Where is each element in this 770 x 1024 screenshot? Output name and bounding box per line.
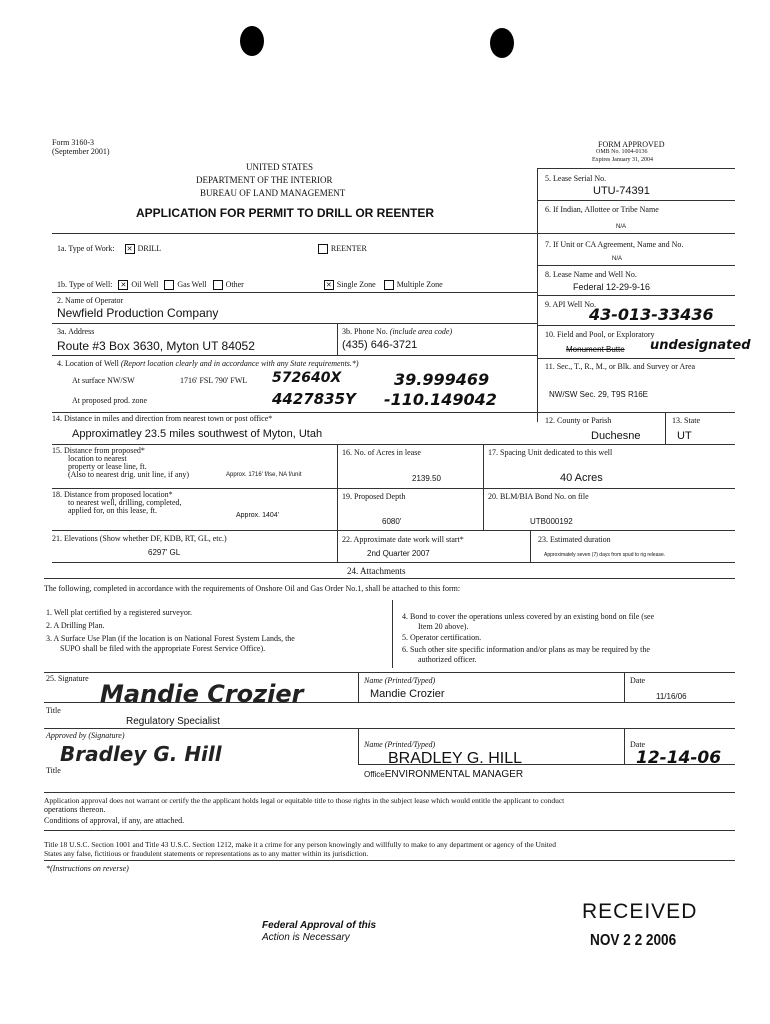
- bond-value: UTB000192: [530, 517, 573, 526]
- type-of-work: [57, 244, 367, 254]
- distance-town-label: 14. Distance in miles and direction from nearest town or post office*: [52, 414, 273, 423]
- f15-line-4: (Also to nearest drig. unit line, if any): [68, 470, 190, 479]
- expiry-date: Expires January 31, 2004: [592, 157, 653, 163]
- depth-value: 6080': [382, 517, 402, 526]
- location-label-note: (Report location clearly and in accordance with any State requirements.*): [120, 359, 359, 368]
- type-of-well: [57, 280, 443, 290]
- punch-hole-right: [490, 28, 514, 58]
- approved-by-label: Approved by (Signature): [46, 731, 125, 740]
- applicant-name: Mandie Crozier: [370, 688, 445, 700]
- reenter-checkbox[interactable]: [318, 244, 328, 254]
- unit-agreement-value: N/A: [612, 256, 623, 262]
- field-pool-label: 10. Field and Pool, or Exploratory: [545, 330, 655, 339]
- received-stamp-date: NOV 2 2 2006: [590, 932, 677, 949]
- approver-name: BRADLEY G. HILL: [388, 750, 522, 767]
- legal-p1b: operations thereon.: [44, 805, 106, 814]
- lease-name-value: Federal 12-29-9-16: [573, 282, 651, 292]
- applicant-name-label: Name (Printed/Typed): [364, 676, 436, 685]
- attachment-6b: authorized officer.: [418, 655, 477, 664]
- legal-p2: Conditions of approval, if any, are attached.: [44, 816, 185, 825]
- approval-date: 12-14-06: [636, 748, 722, 768]
- f18-line-3: applied for, on this lease, ft.: [68, 506, 157, 515]
- elevation-label: 21. Elevations (Show whether DF, KDB, RT, GL, etc.): [52, 534, 227, 543]
- approver-title-label: Title: [46, 766, 61, 775]
- county-label: 12. County or Parish: [545, 416, 612, 425]
- spacing-value: 40 Acres: [560, 472, 603, 484]
- oil-well-label: Oil Well: [131, 280, 159, 289]
- type-of-work-label: 1a. Type of Work:: [57, 244, 115, 253]
- attachment-1: 1. Well plat certified by a registered surveyor.: [46, 608, 193, 617]
- reenter-label: REENTER: [330, 244, 367, 253]
- multiple-zone-checkbox[interactable]: [384, 280, 394, 290]
- attachment-4b: Item 20 above).: [418, 622, 469, 631]
- indian-allottee-value: N/A: [616, 224, 627, 230]
- approver-name-label: Name (Printed/Typed): [364, 740, 436, 749]
- start-date-value: 2nd Quarter 2007: [367, 549, 430, 558]
- attachment-5: 5. Operator certification.: [402, 633, 482, 642]
- type-of-well-label: 1b. Type of Well:: [57, 280, 113, 289]
- other-checkbox[interactable]: [213, 280, 223, 290]
- attachment-3a: 3. A Surface Use Plan (if the location is on National Forest System Lands, the: [46, 634, 295, 643]
- phone-label: 3b. Phone No.: [342, 327, 388, 336]
- f18-line-2: to nearest well, drilling, completed,: [68, 498, 182, 507]
- applicant-date: 11/16/06: [656, 692, 687, 701]
- duration-label: 23. Estimated duration: [538, 535, 611, 544]
- attachment-3b: SUPO shall be filed with the appropriate Forest Service Office).: [60, 644, 266, 653]
- single-zone-label: Single Zone: [336, 280, 376, 289]
- start-date-label: 22. Approximate date work will start*: [342, 535, 464, 544]
- gas-well-checkbox[interactable]: [164, 280, 174, 290]
- instructions-note: *(Instructions on reverse): [46, 864, 129, 873]
- prod-zone-label: At proposed prod. zone: [72, 396, 148, 405]
- f18-line-1: 18. Distance from proposed location*: [52, 490, 173, 499]
- page-title: APPLICATION FOR PERMIT TO DRILL OR REENTER: [136, 206, 435, 220]
- applicant-title-label: Title: [46, 706, 61, 715]
- attachments-title: 24. Attachments: [347, 566, 406, 576]
- address-label: 3a. Address: [57, 327, 95, 336]
- drill-label: DRILL: [137, 244, 161, 253]
- api-well-value: 43-013-33436: [589, 305, 714, 324]
- indian-allottee-label: 6. If Indian, Allottee or Tribe Name: [545, 205, 659, 214]
- f15-line-3: property or lease line, ft.: [68, 462, 147, 471]
- operator-value: Newfield Production Company: [57, 306, 219, 320]
- state-label: 13. State: [672, 416, 700, 425]
- applicant-date-label: Date: [630, 676, 646, 685]
- attachment-2: 2. A Drilling Plan.: [46, 621, 105, 630]
- elevation-value: 6297' GL: [148, 548, 181, 557]
- sec-twp-value: NW/SW Sec. 29, T9S R16E: [549, 390, 648, 399]
- location-label-row: [57, 359, 359, 368]
- omb-number: OMB No. 1004-0136: [596, 149, 648, 155]
- legal-p3b: States any false, fictitious or fraudulent statements or representations as to any matter within its jurisdiction.: [44, 849, 369, 858]
- operator-label: 2. Name of Operator: [57, 296, 124, 305]
- attachment-6a: 6. Such other site specific information and/or plans as may be required by the: [402, 645, 650, 654]
- applicant-title: Regulatory Specialist: [126, 716, 220, 727]
- federal-approval-line-2: Action is Necessary: [262, 932, 350, 943]
- form-date: (September 2001): [52, 147, 110, 156]
- surface-value: 1716' FSL 790' FWL: [180, 376, 248, 385]
- punch-hole-left: [240, 26, 264, 56]
- f18-value: Approx. 1404': [236, 512, 279, 519]
- depth-label: 19. Proposed Depth: [342, 492, 406, 501]
- office-value: ENVIRONMENTAL MANAGER: [384, 769, 524, 780]
- attachments-intro: The following, completed in accordance with the requirements of Onshore Oil and Gas Order No.1, shall be attached to this form:: [44, 584, 461, 593]
- approver-signature: Bradley G. Hill: [60, 742, 222, 766]
- f15-line-1: 15. Distance from proposed*: [52, 446, 145, 455]
- other-label: Other: [225, 280, 244, 289]
- phone-label-note: (include area code): [389, 327, 453, 336]
- agency-line-1: UNITED STATES: [246, 162, 314, 172]
- multiple-zone-label: Multiple Zone: [396, 280, 443, 289]
- received-stamp: RECEIVED: [582, 900, 698, 923]
- unit-agreement-label: 7. If Unit or CA Agreement, Name and No.: [545, 240, 684, 249]
- field-pool-value: undesignated: [650, 338, 751, 353]
- agency-line-2: DEPARTMENT OF THE INTERIOR: [196, 175, 333, 185]
- single-zone-checkbox[interactable]: ✕: [324, 280, 334, 290]
- lease-name-label: 8. Lease Name and Well No.: [545, 270, 637, 279]
- office-row: [364, 770, 523, 779]
- acres-label: 16. No. of Acres in lease: [342, 448, 421, 457]
- surface-latitude: 39.999469: [394, 370, 490, 389]
- bond-label: 20. BLM/BIA Bond No. on file: [488, 492, 589, 501]
- federal-approval-line-1: Federal Approval of this: [262, 920, 377, 931]
- prod-utm-y: 4427835Y: [272, 390, 356, 408]
- county-value: Duchesne: [591, 430, 641, 442]
- acres-value: 2139.50: [412, 474, 441, 483]
- drill-checkbox[interactable]: ✕: [125, 244, 135, 254]
- duration-value: Approximately seven (7) days from spud to rig release.: [544, 552, 666, 558]
- lease-serial-value: UTU-74391: [593, 185, 650, 197]
- distance-town-value: Approximatley 23.5 miles southwest of Myton, Utah: [72, 428, 323, 440]
- form-approved: FORM APPROVED: [598, 140, 665, 149]
- f15-line-2: location to nearest: [68, 454, 127, 463]
- oil-well-checkbox[interactable]: ✕: [118, 280, 128, 290]
- legal-p1a: Application approval does not warrant or certify the the applicant holds legal or equitable title to those rights in the subject lease which would entitle the applicant to conduct: [44, 796, 565, 805]
- sec-twp-label: 11. Sec., T., R., M., or Blk. and Survey or Area: [545, 362, 696, 371]
- phone-value: (435) 646-3721: [342, 339, 418, 351]
- agency-line-3: BUREAU OF LAND MANAGEMENT: [200, 188, 346, 198]
- applicant-signature: Mandie Crozier: [100, 680, 304, 708]
- gas-well-label: Gas Well: [177, 280, 207, 289]
- surface-label: At surface NW/SW: [72, 376, 135, 385]
- lease-serial-label: 5. Lease Serial No.: [545, 174, 607, 183]
- prod-longitude: -110.149042: [384, 390, 497, 409]
- approval-date-label: Date: [630, 740, 646, 749]
- form-number: Form 3160-3: [52, 138, 94, 147]
- office-label: Office: [364, 770, 385, 779]
- surface-utm-x: 572640X: [272, 370, 342, 386]
- legal-p3a: Title 18 U.S.C. Section 1001 and Title 43 U.S.C. Section 1212, make it a crime for any person knowingly and willfully to make to any department or agency of the United: [44, 840, 556, 849]
- api-well-label: 9. API Well No.: [545, 300, 596, 309]
- address-value: Route #3 Box 3630, Myton UT 84052: [57, 339, 255, 353]
- location-label: 4. Location of Well: [57, 359, 119, 368]
- f15-note: Approx. 1716' f/lse, NA f/unit: [226, 472, 302, 478]
- field-pool-struck: Monument Butte: [566, 345, 625, 354]
- attachment-4a: 4. Bond to cover the operations unless covered by an existing bond on file (see: [402, 612, 655, 621]
- signature-label: 25. Signature: [46, 674, 89, 683]
- phone-label-row: [342, 327, 452, 336]
- state-value: UT: [677, 430, 692, 442]
- spacing-label: 17. Spacing Unit dedicated to this well: [488, 448, 613, 457]
